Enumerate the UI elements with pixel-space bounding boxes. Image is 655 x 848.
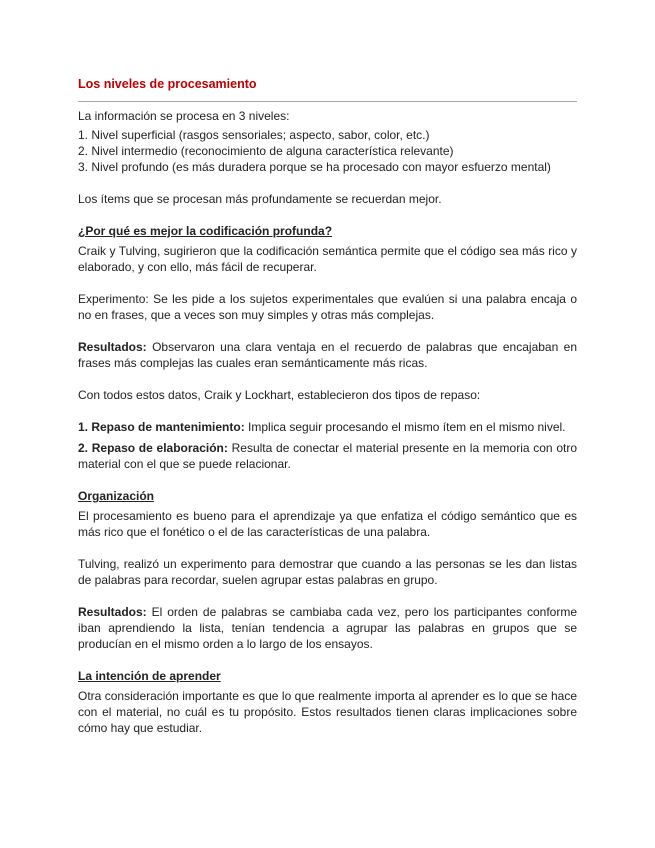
review-type-item <box>78 440 577 472</box>
level-item: 2. Nivel intermedio (reconocimiento de alguna característica relevante) <box>78 144 454 158</box>
review-type-label: 2. Repaso de elaboración: <box>78 441 228 455</box>
deep-processing-statement: Los ítems que se procesan más profundamente se recuerdan mejor. <box>78 192 442 206</box>
level-item: 3. Nivel profundo (es más duradera porque se ha procesado con mayor esfuerzo mental) <box>78 160 551 174</box>
results-label: Resultados: <box>78 340 147 354</box>
section-heading-intent: La intención de aprender <box>78 669 221 683</box>
intro-text: La información se procesa en 3 niveles: <box>78 109 290 123</box>
results-text: Observaron una clara ventaja en el recuerdo de palabras que encajaban en frases más complejas las cuales eran semánticamente más ricas. <box>78 340 577 370</box>
document-title: Los niveles de procesamiento <box>78 77 257 91</box>
review-type-label: 1. Repaso de mantenimiento: <box>78 420 245 434</box>
level-item: 1. Nivel superficial (rasgos sensoriales; aspecto, sabor, color, etc.) <box>78 128 430 142</box>
review-type-text: Implica seguir procesando el mismo ítem en el mismo nivel. <box>244 420 566 434</box>
review-type-text: Resulta de conectar el material presente en la memoria con otro material con el que se puede relacionar. <box>78 441 578 471</box>
intent-paragraph: Otra consideración importante es que lo que realmente importa al aprender es lo que se hace con el material, no cuál es tu propósito. Estos resultados tienen claras implicaciones sobre cómo hay que estudiar. <box>78 689 577 735</box>
results-paragraph-2 <box>78 604 577 652</box>
experiment-paragraph: Experimento: Se les pide a los sujetos experimentales que evalúen si una palabra encaja o no en frases, que a veces son muy simples y otras más complejas. <box>78 292 577 322</box>
title-divider <box>78 101 577 102</box>
organization-paragraph-2: Tulving, realizó un experimento para demostrar que cuando a las personas se les dan listas de palabras para recordar, suelen agrupar estas palabras en grupo. <box>78 557 577 587</box>
results-paragraph-1 <box>78 339 577 371</box>
why-paragraph-1: Craik y Tulving, sugirieron que la codificación semántica permite que el código sea más rico y elaborado, y con ello, más fácil de recuperar. <box>78 244 577 274</box>
review-types-intro: Con todos estos datos, Craik y Lockhart, establecieron dos tipos de repaso: <box>78 388 481 402</box>
results-label: Resultados: <box>78 605 147 619</box>
organization-paragraph-1: El procesamiento es bueno para el aprendizaje ya que enfatiza el código semántico que es más rico que el fonético o el de las características de una palabra. <box>78 509 577 539</box>
section-heading-why: ¿Por qué es mejor la codificación profunda? <box>78 224 333 238</box>
section-heading-organization: Organización <box>78 489 155 503</box>
results-text: El orden de palabras se cambiaba cada vez, pero los participantes conforme iban aprendiendo la lista, tenían tendencia a agrupar las palabras en grupos que se producían en el mismo orden a lo largo de los ensayos. <box>78 605 577 651</box>
levels-list <box>78 127 577 175</box>
review-type-item <box>78 419 577 435</box>
